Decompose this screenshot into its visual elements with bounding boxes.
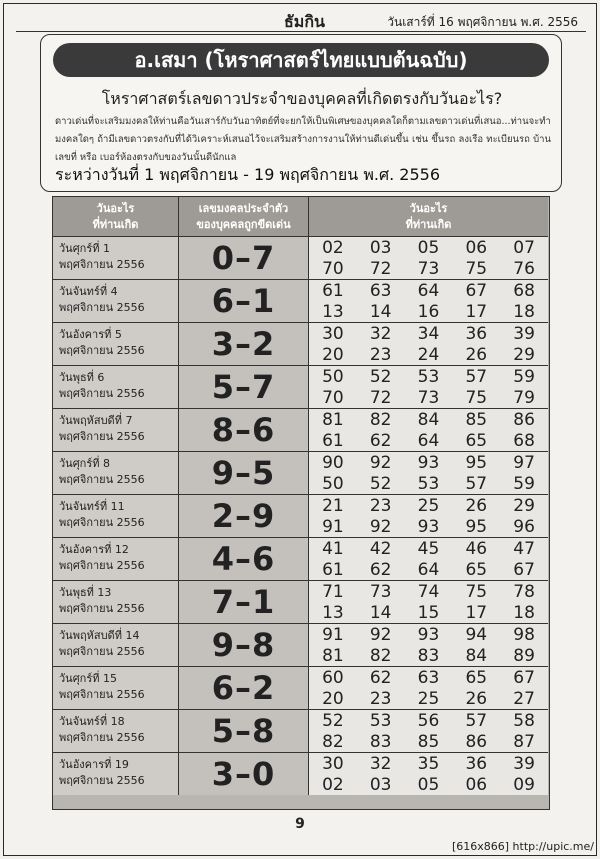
lucky-pair-cell: 4–6 — [179, 538, 309, 580]
lucky-number: 65 — [465, 559, 488, 580]
lucky-number: 26 — [465, 495, 488, 516]
lucky-number: 09 — [513, 774, 535, 795]
number-line — [309, 645, 548, 666]
number-line — [309, 559, 548, 580]
birth-day-cell — [53, 366, 179, 408]
lucky-number: 89 — [513, 645, 535, 666]
table-row — [53, 366, 548, 409]
lucky-number: 70 — [322, 387, 344, 408]
lucky-pair-cell: 2–9 — [179, 495, 309, 537]
header-text: วันอะไร — [409, 202, 448, 215]
lucky-number: 26 — [465, 344, 488, 365]
number-line — [309, 710, 548, 731]
lucky-number: 93 — [417, 624, 440, 645]
lucky-number: 32 — [369, 753, 392, 774]
header-lucky-pair — [179, 197, 309, 237]
lucky-number: 47 — [513, 538, 535, 559]
lucky-number: 92 — [369, 624, 392, 645]
lucky-number: 74 — [417, 581, 440, 602]
lucky-number: 34 — [417, 323, 440, 344]
month-label: พฤศจิกายน 2556 — [59, 774, 145, 787]
lucky-number: 79 — [513, 387, 535, 408]
lucky-number: 20 — [322, 344, 344, 365]
lucky-number: 03 — [369, 237, 392, 258]
lucky-number: 63 — [369, 280, 392, 301]
lucky-number: 32 — [369, 323, 392, 344]
lucky-number: 64 — [417, 559, 440, 580]
month-label: พฤศจิกายน 2556 — [59, 602, 145, 615]
lucky-number: 05 — [417, 237, 440, 258]
lucky-number: 14 — [369, 602, 392, 623]
lucky-number: 68 — [513, 280, 535, 301]
lucky-numbers-cell — [309, 538, 548, 580]
lucky-numbers-cell — [309, 753, 548, 795]
day-label: วันอังคารที่ 12 — [59, 543, 129, 556]
lucky-number: 75 — [465, 258, 488, 279]
lucky-number: 27 — [513, 688, 535, 709]
lucky-numbers-cell — [309, 581, 548, 623]
table-row — [53, 237, 548, 280]
lucky-number: 25 — [417, 688, 440, 709]
day-label: วันพุธที่ 6 — [59, 371, 105, 384]
number-line — [309, 452, 548, 473]
lucky-number: 17 — [465, 602, 488, 623]
lucky-numbers-cell — [309, 667, 548, 709]
lucky-number: 26 — [465, 688, 488, 709]
lucky-number: 16 — [417, 301, 440, 322]
lucky-number: 20 — [322, 688, 344, 709]
table-row — [53, 581, 548, 624]
header-text: วันอะไร — [96, 202, 135, 215]
header-numbers — [309, 197, 548, 237]
number-line — [309, 495, 548, 516]
lucky-number: 93 — [417, 452, 440, 473]
month-label: พฤศจิกายน 2556 — [59, 559, 145, 572]
lucky-number: 15 — [417, 602, 440, 623]
newspaper-logo: ธัมกิน — [284, 12, 325, 31]
lucky-number: 53 — [417, 366, 440, 387]
birth-day-cell — [53, 667, 179, 709]
lucky-number: 65 — [465, 667, 488, 688]
lucky-pair-cell: 6–2 — [179, 667, 309, 709]
number-line — [309, 538, 548, 559]
birth-day-cell — [53, 624, 179, 666]
number-line — [309, 258, 548, 279]
day-label: วันอังคารที่ 19 — [59, 758, 129, 771]
lucky-number: 39 — [513, 753, 535, 774]
lucky-number: 91 — [322, 516, 344, 537]
lucky-number: 29 — [513, 495, 535, 516]
table-row — [53, 409, 548, 452]
lucky-number: 93 — [417, 516, 440, 537]
lucky-number: 62 — [369, 559, 392, 580]
lucky-number: 61 — [322, 280, 344, 301]
lucky-number: 14 — [369, 301, 392, 322]
lucky-number: 98 — [513, 624, 535, 645]
header-text: เลขมงคลประจำตัว — [198, 202, 289, 215]
number-line — [309, 237, 548, 258]
lucky-number: 75 — [465, 387, 488, 408]
number-line — [309, 688, 548, 709]
lucky-number: 70 — [322, 258, 344, 279]
lucky-number: 62 — [369, 667, 392, 688]
month-label: พฤศจิกายน 2556 — [59, 688, 145, 701]
birth-day-cell — [53, 409, 179, 451]
day-label: วันพฤหัสบดีที่ 14 — [59, 629, 140, 642]
table-row — [53, 452, 548, 495]
page-number: 9 — [295, 816, 305, 832]
lucky-number: 97 — [513, 452, 535, 473]
header-text: ที่ท่านเกิด — [92, 218, 139, 231]
table-row — [53, 323, 548, 366]
lucky-pair-cell: 7–1 — [179, 581, 309, 623]
lucky-number: 92 — [369, 452, 392, 473]
lucky-number: 06 — [465, 774, 488, 795]
birth-day-cell — [53, 495, 179, 537]
lucky-number: 72 — [369, 258, 392, 279]
number-line — [309, 387, 548, 408]
month-label: พฤศจิกายน 2556 — [59, 387, 145, 400]
lucky-pair-cell: 8–6 — [179, 409, 309, 451]
lucky-numbers-cell — [309, 323, 548, 365]
lucky-number: 23 — [369, 688, 392, 709]
table-header — [53, 197, 548, 237]
lucky-number: 65 — [465, 430, 488, 451]
lucky-number: 91 — [322, 624, 344, 645]
lucky-numbers-cell — [309, 237, 548, 279]
lucky-number: 41 — [322, 538, 344, 559]
table-row — [53, 280, 548, 323]
lucky-number: 78 — [513, 581, 535, 602]
lucky-number: 86 — [513, 409, 535, 430]
lucky-number: 06 — [465, 237, 488, 258]
table-row — [53, 753, 548, 796]
number-line — [309, 323, 548, 344]
table-row — [53, 667, 548, 710]
number-line — [309, 409, 548, 430]
table-row — [53, 624, 548, 667]
lucky-number: 30 — [322, 753, 344, 774]
lucky-pair-cell: 9–8 — [179, 624, 309, 666]
lucky-number: 61 — [322, 430, 344, 451]
month-label: พฤศจิกายน 2556 — [59, 645, 145, 658]
lucky-number: 29 — [513, 344, 535, 365]
lucky-number: 17 — [465, 301, 488, 322]
lucky-number: 64 — [417, 430, 440, 451]
day-label: วันจันทร์ที่ 11 — [59, 500, 125, 513]
lucky-number: 36 — [465, 323, 488, 344]
lucky-number: 18 — [513, 301, 535, 322]
lucky-number: 23 — [369, 495, 392, 516]
lucky-number: 84 — [465, 645, 488, 666]
month-label: พฤศจิกายน 2556 — [59, 516, 145, 529]
lucky-number: 82 — [322, 731, 344, 752]
lucky-number: 64 — [417, 280, 440, 301]
lucky-number: 02 — [322, 774, 344, 795]
lucky-number: 21 — [322, 495, 344, 516]
lucky-number: 42 — [369, 538, 392, 559]
date-period: ระหว่างวันที่ 1 พฤศจิกายน - 19 พฤศจิกายน พ.ศ. 2556 — [55, 165, 440, 184]
birth-day-cell — [53, 581, 179, 623]
number-line — [309, 301, 548, 322]
lucky-numbers-cell — [309, 366, 548, 408]
lucky-number: 50 — [322, 473, 344, 494]
number-line — [309, 667, 548, 688]
lucky-number: 56 — [417, 710, 440, 731]
birth-day-cell — [53, 710, 179, 752]
birth-day-cell — [53, 538, 179, 580]
lucky-number: 63 — [417, 667, 440, 688]
lucky-number: 81 — [322, 645, 344, 666]
month-label: พฤศจิกายน 2556 — [59, 258, 145, 271]
masthead — [16, 10, 586, 32]
lucky-number: 72 — [369, 387, 392, 408]
lucky-number: 02 — [322, 237, 344, 258]
lucky-pair-cell: 3–2 — [179, 323, 309, 365]
lucky-number: 90 — [322, 452, 344, 473]
intro-panel — [40, 34, 562, 192]
number-line — [309, 280, 548, 301]
issue-date: วันเสาร์ที่ 16 พฤศจิกายน พ.ศ. 2556 — [387, 15, 578, 29]
lucky-number: 52 — [369, 366, 392, 387]
day-label: วันจันทร์ที่ 18 — [59, 715, 125, 728]
lucky-number: 53 — [369, 710, 392, 731]
day-label: วันพฤหัสบดีที่ 7 — [59, 414, 133, 427]
lucky-number: 35 — [417, 753, 440, 774]
lucky-pair-cell: 0–7 — [179, 237, 309, 279]
lucky-number: 52 — [369, 473, 392, 494]
lucky-pair-cell: 5–7 — [179, 366, 309, 408]
column-subtitle: โหราศาสตร์เลขดาวประจำของบุคคลที่เกิดตรงกับวันอะไร? — [101, 89, 503, 108]
day-label: วันศุกร์ที่ 15 — [59, 672, 117, 685]
lucky-pair-cell: 9–5 — [179, 452, 309, 494]
lucky-number: 71 — [322, 581, 344, 602]
lucky-number-table — [52, 196, 550, 810]
number-line — [309, 753, 548, 774]
number-line — [309, 774, 548, 795]
lucky-number: 53 — [417, 473, 440, 494]
number-line — [309, 624, 548, 645]
lucky-number: 13 — [322, 602, 344, 623]
header-birth-day — [53, 197, 179, 237]
month-label: พฤศจิกายน 2556 — [59, 430, 145, 443]
lucky-numbers-cell — [309, 495, 548, 537]
lucky-number: 73 — [417, 258, 440, 279]
lucky-number: 07 — [513, 237, 535, 258]
lucky-pair-cell: 5–8 — [179, 710, 309, 752]
number-line — [309, 581, 548, 602]
lucky-pair-cell: 6–1 — [179, 280, 309, 322]
lucky-numbers-cell — [309, 624, 548, 666]
number-line — [309, 430, 548, 451]
header-text: ของบุคคลถูกขีดเด่น — [196, 218, 291, 231]
lucky-number: 95 — [465, 452, 488, 473]
birth-day-cell — [53, 237, 179, 279]
lucky-number: 82 — [369, 645, 392, 666]
lucky-numbers-cell — [309, 710, 548, 752]
lucky-numbers-cell — [309, 409, 548, 451]
birth-day-cell — [53, 753, 179, 795]
lucky-number: 05 — [417, 774, 440, 795]
lucky-number: 50 — [322, 366, 344, 387]
intro-text: ดาวเด่นที่จะเสริมมงคลให้ท่านคือวันเสาร์กับวันอาทิตย์ที่จะยกให้เป็นพิเศษของบุคคลใดก็ตามเลขดาวเด่นที่เสนอ...ท่านจะทำมงคลใดๆ ถ้ามีเลขดาวตรงกับที่ได้วิเคราะห์เสนอไว้จะเสริมสร้างการงานให้ท่านดีเด่นขึ้น เช่น ขึ้นรถ ลงเรือ ทะเบียนรถ บ้านเลขที่ หรือ เบอร์ห้องตรงกับของวันนั้นดีนักแล — [55, 116, 551, 163]
lucky-number: 30 — [322, 323, 344, 344]
lucky-number: 84 — [417, 409, 440, 430]
lucky-number: 57 — [465, 473, 488, 494]
lucky-number: 75 — [465, 581, 488, 602]
column-title: อ.เสมา (โหราศาสตร์ไทยแบบต้นฉบับ) — [53, 43, 549, 77]
day-label: วันพุธที่ 13 — [59, 586, 112, 599]
month-label: พฤศจิกายน 2556 — [59, 473, 145, 486]
lucky-number: 86 — [465, 731, 488, 752]
lucky-number: 67 — [465, 280, 488, 301]
lucky-number: 24 — [417, 344, 440, 365]
lucky-number: 94 — [465, 624, 488, 645]
number-line — [309, 602, 548, 623]
lucky-number: 46 — [465, 538, 488, 559]
number-line — [309, 516, 548, 537]
day-label: วันศุกร์ที่ 1 — [59, 242, 110, 255]
table-row — [53, 538, 548, 581]
lucky-number: 60 — [322, 667, 344, 688]
number-line — [309, 344, 548, 365]
lucky-number: 73 — [417, 387, 440, 408]
day-label: วันศุกร์ที่ 8 — [59, 457, 110, 470]
month-label: พฤศจิกายน 2556 — [59, 731, 145, 744]
lucky-number: 36 — [465, 753, 488, 774]
header-text: ที่ท่านเกิด — [405, 218, 452, 231]
birth-day-cell — [53, 452, 179, 494]
lucky-number: 83 — [417, 645, 440, 666]
lucky-number: 85 — [465, 409, 488, 430]
lucky-number: 96 — [513, 516, 535, 537]
birth-day-cell — [53, 323, 179, 365]
lucky-numbers-cell — [309, 452, 548, 494]
image-watermark: [616x866] http://upic.me/ — [451, 840, 594, 853]
lucky-number: 61 — [322, 559, 344, 580]
lucky-number: 76 — [513, 258, 535, 279]
lucky-number: 73 — [369, 581, 392, 602]
day-label: วันจันทร์ที่ 4 — [59, 285, 118, 298]
lucky-number: 25 — [417, 495, 440, 516]
lucky-number: 45 — [417, 538, 440, 559]
lucky-number: 67 — [513, 559, 535, 580]
number-line — [309, 366, 548, 387]
lucky-pair-cell: 3–0 — [179, 753, 309, 795]
number-line — [309, 473, 548, 494]
lucky-number: 39 — [513, 323, 535, 344]
lucky-number: 58 — [513, 710, 535, 731]
lucky-number: 67 — [513, 667, 535, 688]
lucky-number: 13 — [322, 301, 344, 322]
lucky-number: 57 — [465, 710, 488, 731]
lucky-number: 57 — [465, 366, 488, 387]
lucky-number: 59 — [513, 473, 535, 494]
lucky-number: 23 — [369, 344, 392, 365]
month-label: พฤศจิกายน 2556 — [59, 301, 145, 314]
lucky-number: 68 — [513, 430, 535, 451]
birth-day-cell — [53, 280, 179, 322]
lucky-number: 59 — [513, 366, 535, 387]
lucky-number: 95 — [465, 516, 488, 537]
lucky-number: 52 — [322, 710, 344, 731]
lucky-number: 87 — [513, 731, 535, 752]
lucky-number: 82 — [369, 409, 392, 430]
lucky-number: 03 — [369, 774, 392, 795]
table-row — [53, 710, 548, 753]
lucky-number: 62 — [369, 430, 392, 451]
lucky-number: 18 — [513, 602, 535, 623]
lucky-number: 92 — [369, 516, 392, 537]
table-body — [53, 237, 548, 796]
table-row — [53, 495, 548, 538]
lucky-number: 85 — [417, 731, 440, 752]
lucky-number: 81 — [322, 409, 344, 430]
day-label: วันอังคารที่ 5 — [59, 328, 122, 341]
lucky-number: 83 — [369, 731, 392, 752]
month-label: พฤศจิกายน 2556 — [59, 344, 145, 357]
lucky-numbers-cell — [309, 280, 548, 322]
number-line — [309, 731, 548, 752]
